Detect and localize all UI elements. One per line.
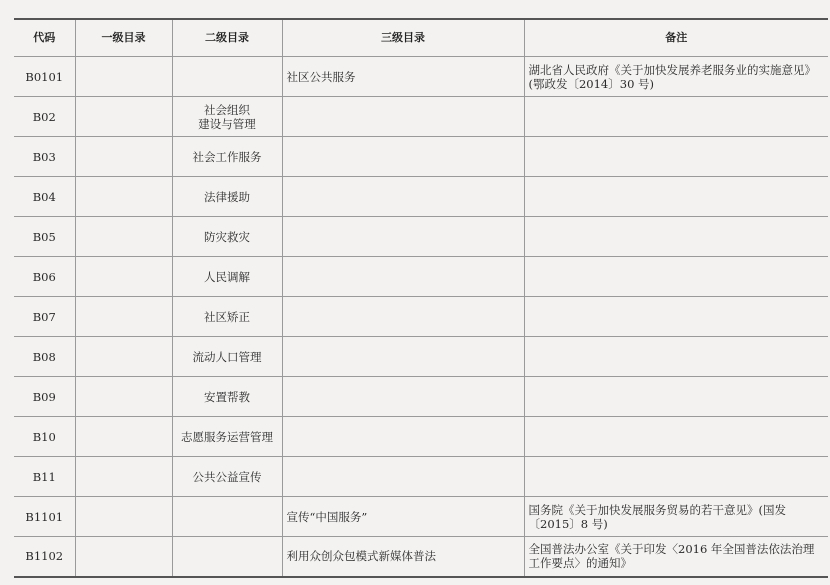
code-cell: B02	[14, 97, 75, 137]
code-cell: B03	[14, 137, 75, 177]
level2-text: 公共公益宣传	[192, 469, 262, 484]
code-cell: B1102	[14, 537, 75, 577]
table-row	[14, 57, 828, 97]
table-row	[14, 217, 828, 257]
level2-cell	[172, 537, 282, 577]
code-cell: B10	[14, 417, 75, 457]
note-cell	[524, 257, 828, 297]
table-row	[14, 177, 828, 217]
level1-cell	[75, 177, 172, 217]
code-cell: B09	[14, 377, 75, 417]
table-row	[14, 257, 828, 297]
level2-cell	[172, 57, 282, 97]
note-cell	[524, 337, 828, 377]
level2-cell	[172, 497, 282, 537]
table-row	[14, 497, 828, 537]
level2-cell	[172, 417, 282, 457]
level2-text: 社会组织 建设与管理	[198, 102, 256, 131]
level3-cell	[282, 97, 524, 137]
level2-cell	[172, 297, 282, 337]
table-row	[14, 137, 828, 177]
code-cell: B1101	[14, 497, 75, 537]
code-cell: B0101	[14, 57, 75, 97]
level2-cell	[172, 457, 282, 497]
level2-text: 人民调解	[204, 269, 250, 284]
table-row	[14, 537, 828, 577]
level1-cell	[75, 377, 172, 417]
level1-cell	[75, 337, 172, 377]
note-cell	[524, 377, 828, 417]
note-cell	[524, 297, 828, 337]
header-level3: 三级目录	[282, 19, 524, 57]
table-row	[14, 297, 828, 337]
level3-cell	[282, 177, 524, 217]
header-note: 备注	[524, 19, 828, 57]
table-row	[14, 377, 828, 417]
note-cell: 湖北省人民政府《关于加快发展养老服务业的实施意见》(鄂政发〔2014〕30 号)	[524, 57, 828, 97]
level1-cell	[75, 97, 172, 137]
level2-text: 防灾救灾	[204, 229, 250, 244]
header-level1: 一级目录	[75, 19, 172, 57]
level1-cell	[75, 57, 172, 97]
header-level2: 二级目录	[172, 19, 282, 57]
code-cell: B04	[14, 177, 75, 217]
code-cell: B11	[14, 457, 75, 497]
catalog-table	[14, 18, 828, 578]
level3-cell: 社区公共服务	[282, 57, 524, 97]
level3-cell: 利用众创众包模式新媒体普法	[282, 537, 524, 577]
level1-cell	[75, 537, 172, 577]
level3-cell	[282, 377, 524, 417]
level2-text: 安置帮教	[204, 389, 250, 404]
code-cell: B07	[14, 297, 75, 337]
level1-cell	[75, 257, 172, 297]
code-cell: B08	[14, 337, 75, 377]
level3-cell	[282, 417, 524, 457]
level1-cell	[75, 217, 172, 257]
level2-text: 法律援助	[204, 189, 250, 204]
note-cell: 全国普法办公室《关于印发〈2016 年全国普法依法治理工作要点〉的通知》	[524, 537, 828, 577]
level3-cell: 宣传“中国服务”	[282, 497, 524, 537]
level1-cell	[75, 137, 172, 177]
note-cell	[524, 217, 828, 257]
level3-cell	[282, 137, 524, 177]
level2-cell	[172, 97, 282, 137]
header-code: 代码	[14, 19, 75, 57]
code-cell: B06	[14, 257, 75, 297]
code-cell: B05	[14, 217, 75, 257]
note-cell	[524, 417, 828, 457]
level2-text: 社会工作服务	[192, 149, 262, 164]
note-cell	[524, 177, 828, 217]
level2-cell	[172, 137, 282, 177]
level2-text: 流动人口管理	[192, 349, 262, 364]
note-cell	[524, 457, 828, 497]
note-cell	[524, 97, 828, 137]
table-row	[14, 337, 828, 377]
level3-cell	[282, 257, 524, 297]
level1-cell	[75, 457, 172, 497]
table-row	[14, 457, 828, 497]
level3-cell	[282, 337, 524, 377]
header-row	[14, 19, 828, 57]
level2-cell	[172, 217, 282, 257]
level2-cell	[172, 177, 282, 217]
level3-cell	[282, 217, 524, 257]
level1-cell	[75, 297, 172, 337]
table-row	[14, 417, 828, 457]
level2-text: 志愿服务运营管理	[181, 429, 273, 444]
level2-cell	[172, 377, 282, 417]
level2-text: 社区矫正	[204, 309, 250, 324]
note-cell	[524, 137, 828, 177]
level3-cell	[282, 297, 524, 337]
level3-cell	[282, 457, 524, 497]
level2-cell	[172, 257, 282, 297]
level2-cell	[172, 337, 282, 377]
level1-cell	[75, 497, 172, 537]
table-row	[14, 97, 828, 137]
note-cell: 国务院《关于加快发展服务贸易的若干意见》(国发〔2015〕8 号)	[524, 497, 828, 537]
level1-cell	[75, 417, 172, 457]
